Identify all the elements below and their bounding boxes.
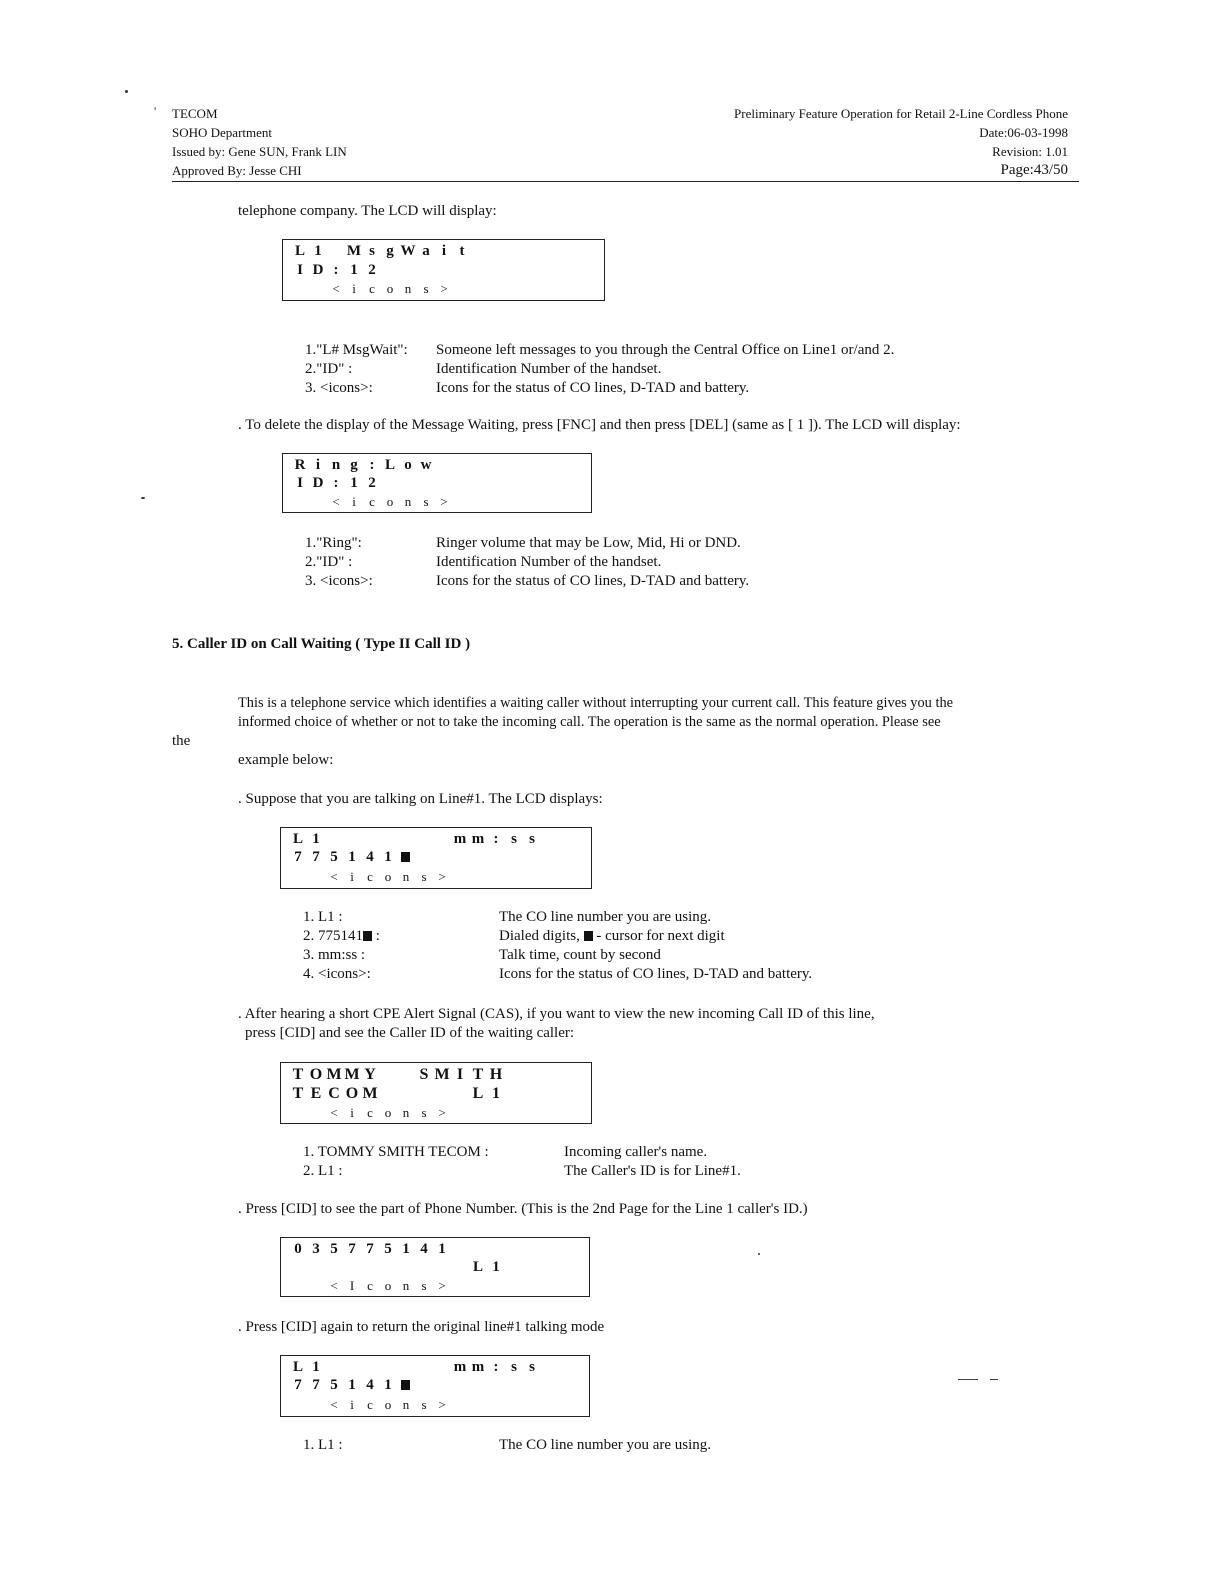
lcd-char: > — [440, 494, 448, 509]
lcd-char: : — [493, 831, 499, 847]
lcd-char: o — [384, 869, 392, 884]
legend-key: 1."L# MsgWait": — [305, 342, 408, 358]
scan-mark — [125, 90, 128, 93]
lcd-char: 5 — [330, 849, 338, 865]
lcd-char: 1 — [350, 262, 358, 278]
lcd-char: M — [346, 243, 362, 259]
lcd-char: c — [367, 1278, 373, 1293]
lcd-char: < — [330, 869, 338, 884]
lcd-char: c — [367, 1105, 373, 1120]
lcd-char: n — [402, 1278, 410, 1293]
lcd-char: n — [404, 281, 412, 296]
lcd-char: I — [349, 1278, 355, 1293]
legend-value — [499, 927, 725, 946]
suppose-instruction: . Suppose that you are talking on Line#1. The LCD displays: — [238, 791, 603, 807]
lcd-char: n — [404, 494, 412, 509]
company-name: TECOM — [172, 106, 218, 121]
lcd-char: M — [362, 1085, 378, 1102]
lcd-display-ring — [282, 453, 592, 513]
legend-key: 3. <icons>: — [305, 573, 373, 589]
lcd-char: 1 — [402, 1241, 410, 1257]
legend-list-2 — [305, 534, 905, 594]
legend-list-3 — [303, 908, 903, 988]
lcd-char: 1 — [348, 1377, 356, 1393]
lcd-char: m — [471, 1359, 485, 1375]
department: SOHO Department — [172, 125, 273, 140]
paragraph-line: This is a telephone service which identifies a waiting caller without interrupting your current call. This feature gives you the — [238, 695, 954, 711]
legend-list-5 — [303, 1436, 903, 1456]
lcd-char: < — [330, 1278, 338, 1293]
legend-list-4 — [303, 1143, 903, 1183]
lcd-display-callerid — [280, 1062, 592, 1124]
legend-value-text: - cursor for next digit — [592, 928, 725, 944]
lcd-char: I — [297, 475, 303, 491]
lcd-row — [289, 1066, 505, 1084]
legend-key: 1. L1 : — [303, 1437, 343, 1453]
doc-date: Date:06-03-1998 — [979, 125, 1068, 140]
lcd-char: M — [434, 1066, 450, 1083]
lcd-char: T — [292, 1085, 304, 1102]
paragraph-line: example below: — [238, 752, 334, 768]
lcd-display-msgwait — [282, 239, 605, 301]
paragraph-word: the — [172, 733, 191, 749]
lcd-char: : — [369, 457, 375, 473]
lcd-char: 4 — [366, 1377, 374, 1393]
lcd-char: 1 — [384, 1377, 392, 1393]
after-instruction: . After hearing a short CPE Alert Signal (CAS), if you want to view the new incoming Call ID of this line, — [238, 1006, 875, 1022]
lcd-char: L — [384, 457, 395, 473]
lcd-char: n — [402, 869, 410, 884]
cursor-block-icon — [363, 931, 372, 941]
doc-revision: Revision: 1.01 — [992, 144, 1068, 159]
scan-mark — [958, 1379, 978, 1380]
lcd-char: O — [309, 1066, 323, 1083]
lcd-char: < — [332, 281, 340, 296]
lcd-char: 4 — [366, 849, 374, 865]
header-left — [172, 104, 347, 180]
issued-by: Issued by: Gene SUN, Frank LIN — [172, 144, 347, 159]
lcd-char: 7 — [312, 849, 320, 865]
lcd-char: R — [294, 457, 306, 473]
lcd-char: t — [459, 243, 465, 259]
lcd-char: s — [421, 1278, 427, 1293]
lcd-char: i — [350, 1105, 354, 1120]
legend-key: 3. mm:ss : — [303, 947, 366, 963]
lcd-cursor-icon — [401, 852, 410, 862]
lcd-row — [289, 1104, 451, 1122]
lcd-char: o — [386, 494, 394, 509]
legend-value: Icons for the status of CO lines, D-TAD and battery. — [436, 380, 750, 396]
lcd-char: T — [292, 1066, 304, 1083]
lcd-char: > — [438, 1105, 446, 1120]
lcd-char: 2 — [368, 475, 376, 491]
legend-key: 2."ID" : — [305, 554, 353, 570]
lcd-char: s — [421, 1397, 427, 1412]
lcd-row — [291, 243, 471, 261]
lcd-char: s — [421, 1105, 427, 1120]
lcd-char: i — [315, 457, 321, 473]
lcd-display-talking-return — [280, 1355, 590, 1417]
lcd-char: I — [456, 1066, 464, 1083]
lcd-char: S — [419, 1066, 429, 1083]
lcd-char: o — [384, 1278, 392, 1293]
lcd-char: 1 — [348, 849, 356, 865]
lcd-char: 7 — [348, 1241, 356, 1257]
lcd-char: O — [345, 1085, 359, 1102]
lcd-char: D — [312, 262, 324, 278]
legend-key: 3. <icons>: — [305, 380, 373, 396]
lcd-row — [291, 262, 381, 280]
lcd-row — [289, 831, 541, 849]
header-rule — [172, 181, 1079, 182]
lcd-char: o — [384, 1397, 392, 1412]
lcd-char: n — [402, 1105, 410, 1120]
lcd-char: 0 — [294, 1241, 302, 1257]
lcd-char: W — [400, 243, 416, 259]
lcd-char: > — [440, 281, 448, 296]
lcd-char: 5 — [384, 1241, 392, 1257]
lcd-char: 1 — [438, 1241, 446, 1257]
lcd-char: n — [402, 1397, 410, 1412]
lcd-char: o — [384, 1105, 392, 1120]
lcd-char: L — [472, 1259, 483, 1275]
intro-line: telephone company. The LCD will display: — [238, 203, 497, 219]
legend-list-1 — [305, 341, 1005, 401]
lcd-char: 1 — [314, 243, 322, 259]
lcd-char: T — [472, 1066, 484, 1083]
legend-key — [303, 927, 380, 946]
lcd-char: L — [292, 831, 303, 847]
legend-value: Incoming caller's name. — [564, 1144, 708, 1160]
press-again-instruction: . Press [CID] again to return the original line#1 talking mode — [238, 1319, 605, 1335]
lcd-char: 1 — [492, 1259, 500, 1275]
legend-key: 2."ID" : — [305, 361, 353, 377]
lcd-row — [291, 494, 453, 512]
press-cid-instruction: . Press [CID] to see the part of Phone Number. (This is the 2nd Page for the Line 1 caller's ID.) — [238, 1201, 808, 1217]
header-right — [734, 104, 1068, 180]
lcd-char: s — [369, 243, 375, 259]
lcd-char: m — [453, 831, 467, 847]
lcd-char: 7 — [312, 1377, 320, 1393]
lcd-char: c — [369, 494, 375, 509]
lcd-row — [289, 849, 410, 867]
lcd-char: i — [350, 1397, 354, 1412]
lcd-display-phone-number — [280, 1237, 590, 1297]
lcd-char: s — [529, 1359, 535, 1375]
lcd-char: < — [330, 1105, 338, 1120]
lcd-char: H — [489, 1066, 503, 1083]
lcd-row — [289, 869, 451, 887]
lcd-char: n — [331, 457, 341, 473]
legend-value: Ringer volume that may be Low, Mid, Hi or DND. — [436, 535, 741, 551]
lcd-char: a — [422, 243, 430, 259]
section-heading: 5. Caller ID on Call Waiting ( Type II Call ID ) — [172, 636, 471, 652]
scan-mark — [990, 1379, 998, 1380]
lcd-char: g — [386, 243, 394, 259]
legend-value-text: Dialed digits, — [499, 928, 584, 944]
legend-key: 2. L1 : — [303, 1163, 343, 1179]
lcd-char: > — [438, 869, 446, 884]
lcd-char: L — [292, 1359, 303, 1375]
scan-mark — [141, 497, 145, 499]
lcd-row — [289, 1085, 505, 1103]
lcd-char: : — [493, 1359, 499, 1375]
lcd-char: 7 — [294, 1377, 302, 1393]
lcd-char: 1 — [384, 849, 392, 865]
legend-value: Icons for the status of CO lines, D-TAD and battery. — [499, 966, 813, 982]
lcd-char: > — [438, 1278, 446, 1293]
doc-title: Preliminary Feature Operation for Retail 2-Line Cordless Phone — [734, 106, 1068, 121]
legend-value: Someone left messages to you through the Central Office on Line1 or/and 2. — [436, 342, 895, 358]
legend-key: 4. <icons>: — [303, 966, 371, 982]
lcd-char: i — [441, 243, 447, 259]
legend-key-suffix: : — [372, 928, 380, 944]
cursor-block-icon — [584, 931, 593, 941]
legend-value: Identification Number of the handset. — [436, 554, 662, 570]
lcd-char: s — [423, 281, 429, 296]
delete-instruction: . To delete the display of the Message Waiting, press [FNC] and then press [DEL] (same as [ 1 ]). The LCD will display: — [238, 417, 961, 433]
scan-tick: ' — [154, 104, 157, 118]
lcd-row — [289, 1278, 451, 1296]
lcd-char: o — [404, 457, 412, 473]
paragraph-line: informed choice of whether or not to take the incoming call. The operation is the same as the normal operation. Please see — [238, 714, 941, 730]
lcd-char: Y — [364, 1066, 376, 1083]
lcd-char: 1 — [312, 831, 320, 847]
lcd-row — [291, 457, 435, 475]
lcd-char: M — [344, 1066, 360, 1083]
lcd-char: M — [326, 1066, 342, 1083]
page-number: Page:43/50 — [1000, 162, 1068, 178]
legend-key: 1."Ring": — [305, 535, 362, 551]
lcd-char: L — [294, 243, 305, 259]
lcd-char: m — [453, 1359, 467, 1375]
lcd-char: 1 — [312, 1359, 320, 1375]
lcd-row — [291, 475, 381, 493]
lcd-char: w — [420, 457, 432, 473]
legend-key: 1. L1 : — [303, 909, 343, 925]
lcd-char: 5 — [330, 1377, 338, 1393]
lcd-char: 3 — [312, 1241, 320, 1257]
lcd-char: C — [328, 1085, 340, 1102]
legend-value: Icons for the status of CO lines, D-TAD and battery. — [436, 573, 750, 589]
lcd-char: c — [369, 281, 375, 296]
lcd-char: s — [529, 831, 535, 847]
lcd-row — [289, 1241, 451, 1259]
lcd-char: L — [472, 1085, 484, 1102]
lcd-row — [289, 1377, 410, 1395]
lcd-char: D — [312, 475, 324, 491]
legend-value: The CO line number you are using. — [499, 1437, 712, 1453]
legend-value: Identification Number of the handset. — [436, 361, 662, 377]
lcd-char: s — [421, 869, 427, 884]
approved-by: Approved By: Jesse CHI — [172, 163, 302, 178]
lcd-char: s — [511, 831, 517, 847]
scan-mark — [758, 1253, 760, 1255]
lcd-row — [289, 1359, 541, 1377]
lcd-char: 2 — [368, 262, 376, 278]
legend-value: Talk time, count by second — [499, 947, 661, 963]
lcd-char: c — [367, 869, 373, 884]
lcd-char: 7 — [366, 1241, 374, 1257]
lcd-char: E — [310, 1085, 322, 1102]
legend-value: The CO line number you are using. — [499, 909, 712, 925]
lcd-char: 5 — [330, 1241, 338, 1257]
lcd-char: 7 — [294, 849, 302, 865]
lcd-char: g — [350, 457, 358, 473]
lcd-char: 1 — [492, 1085, 500, 1102]
lcd-char: < — [330, 1397, 338, 1412]
lcd-char: c — [367, 1397, 373, 1412]
lcd-row — [291, 281, 453, 299]
lcd-char: : — [333, 262, 339, 278]
lcd-char: i — [350, 869, 354, 884]
lcd-char: i — [352, 494, 356, 509]
lcd-cursor-icon — [401, 1380, 410, 1390]
lcd-row — [289, 1397, 451, 1415]
lcd-char: : — [333, 475, 339, 491]
lcd-char: s — [423, 494, 429, 509]
lcd-char: > — [438, 1397, 446, 1412]
lcd-row — [289, 1259, 505, 1277]
lcd-char: 4 — [420, 1241, 428, 1257]
lcd-char: 1 — [350, 475, 358, 491]
lcd-char: m — [471, 831, 485, 847]
lcd-char: i — [352, 281, 356, 296]
lcd-char: s — [511, 1359, 517, 1375]
lcd-char: < — [332, 494, 340, 509]
lcd-char: I — [297, 262, 303, 278]
legend-key-text: 2. 775141 — [303, 928, 363, 944]
after-instruction: press [CID] and see the Caller ID of the waiting caller: — [245, 1025, 575, 1041]
lcd-char: o — [386, 281, 394, 296]
legend-value: The Caller's ID is for Line#1. — [564, 1163, 741, 1179]
lcd-display-talking — [280, 827, 592, 889]
legend-key: 1. TOMMY SMITH TECOM : — [303, 1144, 489, 1160]
